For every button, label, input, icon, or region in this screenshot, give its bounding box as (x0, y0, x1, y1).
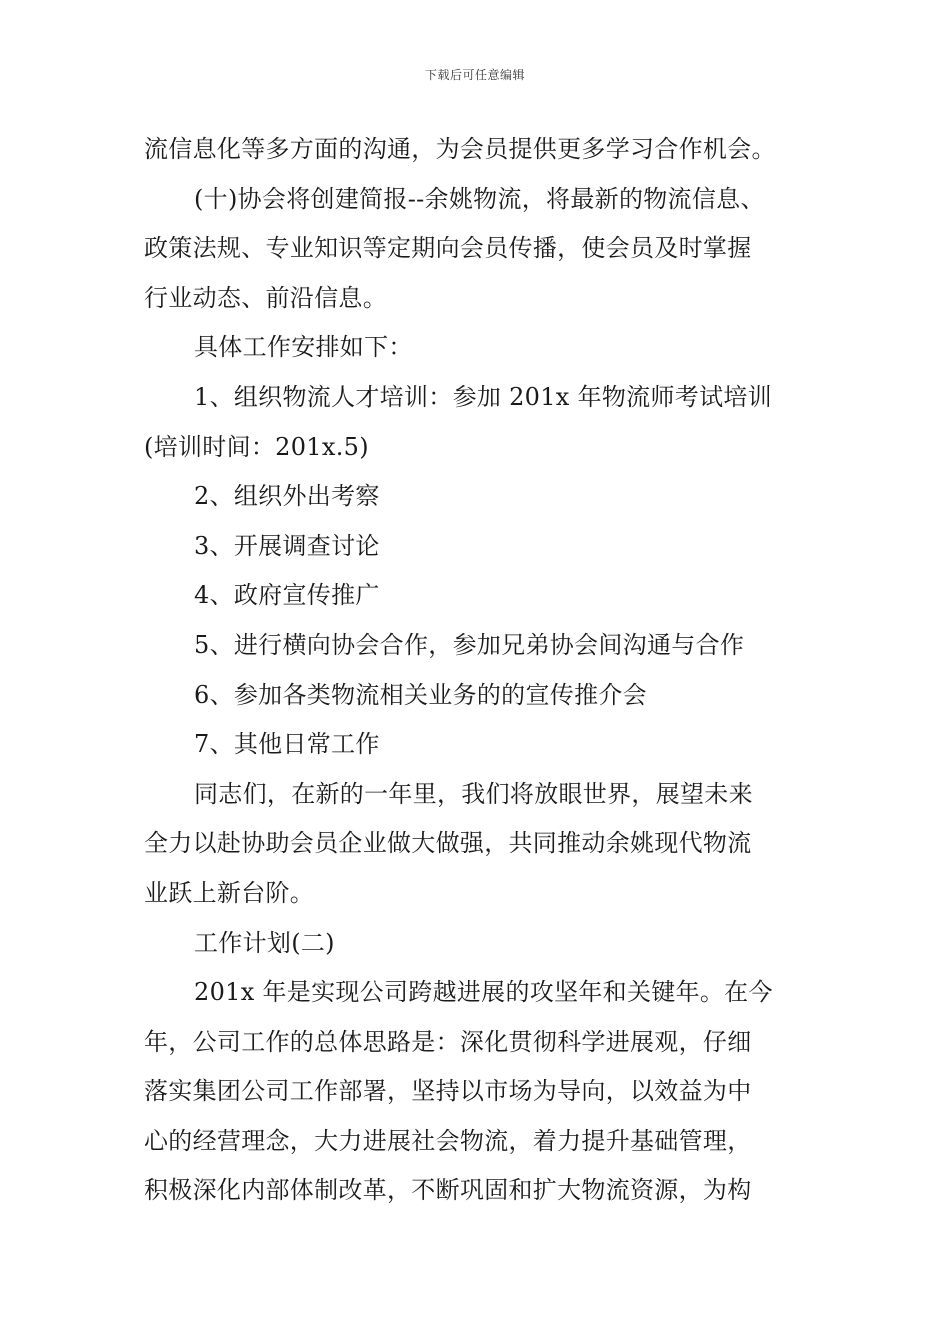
text-line: 同志们，在新的一年里，我们将放眼世界，展望未来 (194, 779, 753, 808)
list-item: 5、进行横向协会合作，参加兄弟协会间沟通与合作 (194, 630, 745, 659)
list-item: 6、参加各类物流相关业务的的宣传推介会 (194, 680, 647, 709)
list-item: 1、组织物流人才培训：参加 201x 年物流师考试培训 (194, 382, 772, 411)
list-item: 2、组织外出考察 (194, 482, 380, 511)
text-line: (十)协会将创建简报--余姚物流，将最新的物流信息、 (194, 184, 765, 213)
text-line: 落实集团公司工作部署，坚持以市场为导向，以效益为中 (144, 1077, 752, 1106)
text-line: (培训时间：201x.5) (144, 432, 369, 461)
download-editable-note: 下载后可任意编辑 (424, 68, 525, 82)
text-line: 全力以赴协助会员企业做大做强，共同推动余姚现代物流 (144, 829, 752, 858)
text-line: 政策法规、专业知识等定期向会员传播，使会员及时掌握 (144, 234, 752, 263)
list-item: 3、开展调查讨论 (194, 531, 380, 560)
text-line: 年，公司工作的总体思路是：深化贯彻科学进展观，仔细 (144, 1027, 752, 1056)
text-line: 积极深化内部体制改革，不断巩固和扩大物流资源，为构 (144, 1176, 752, 1205)
list-item: 4、政府宣传推广 (194, 581, 380, 610)
document-body (144, 125, 814, 1216)
text-line: 具体工作安排如下： (194, 333, 413, 362)
section-heading: 工作计划(二) (194, 928, 335, 957)
text-line: 心的经营理念，大力进展社会物流，着力提升基础管理， (144, 1126, 752, 1155)
text-line: 流信息化等多方面的沟通，为会员提供更多学习合作机会。 (144, 135, 776, 163)
text-line: 业跃上新台阶。 (144, 878, 315, 907)
text-line: 201x 年是实现公司跨越进展的攻坚年和关键年。在今 (194, 978, 773, 1007)
text-line: 行业动态、前沿信息。 (144, 283, 387, 312)
list-item: 7、其他日常工作 (194, 730, 380, 759)
